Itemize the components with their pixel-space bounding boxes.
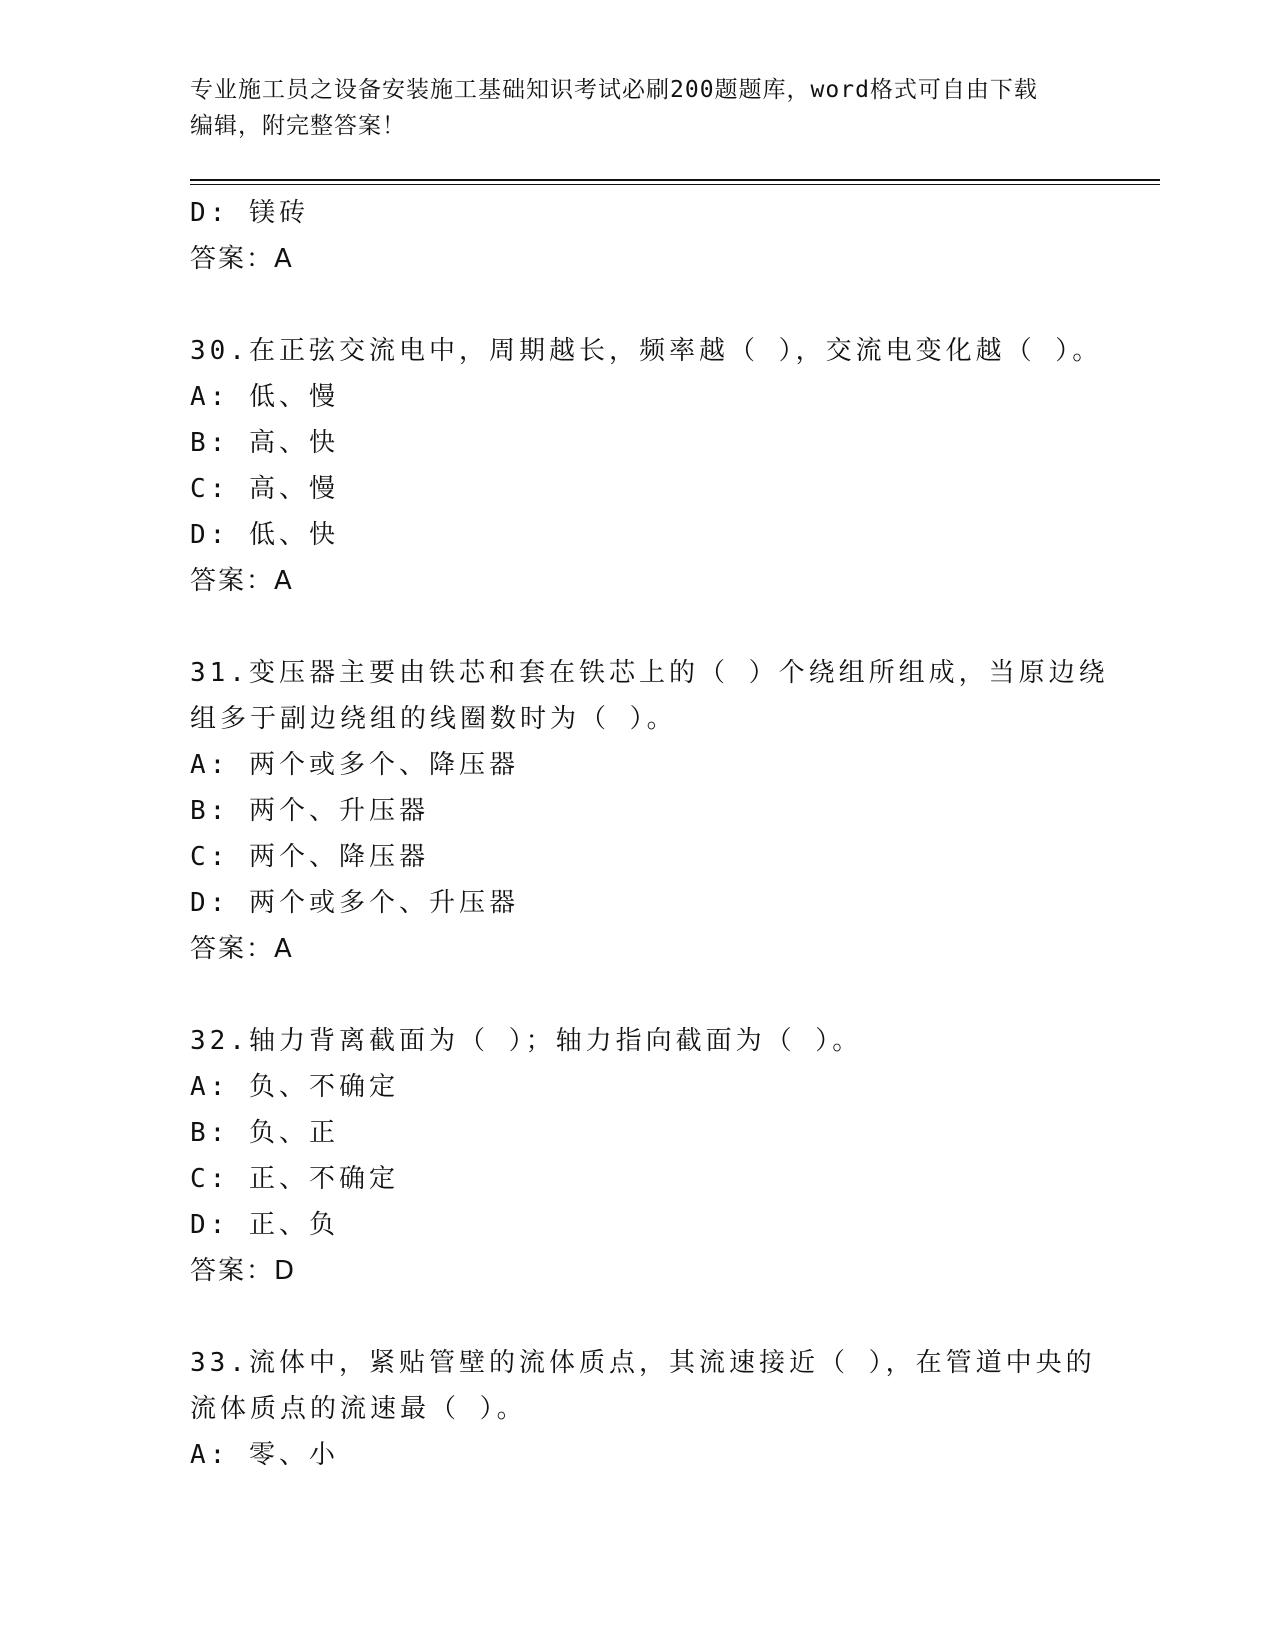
header-title-line-2: 编辑，附完整答案！ <box>190 113 406 139</box>
question-stem: 31.变压器主要由铁芯和套在铁芯上的（ ）个绕组所组成，当原边绕 <box>190 658 1109 688</box>
header-divider-thick <box>190 179 1160 181</box>
spacer <box>190 604 1090 650</box>
question-stem-continued: 组多于副边绕组的线圈数时为（ ）。 <box>190 704 677 734</box>
option-a: A: 两个或多个、降压器 <box>190 750 519 780</box>
spacer <box>190 282 1090 328</box>
spacer <box>190 1294 1090 1340</box>
option-d: D: 两个或多个、升压器 <box>190 888 519 918</box>
option-a: A: 负、不确定 <box>190 1072 399 1102</box>
option-b: B: 两个、升压器 <box>190 796 429 826</box>
option-c: C: 高、慢 <box>190 474 339 504</box>
header-divider-thin <box>190 184 1160 185</box>
answer-line: 答案：A <box>190 934 294 964</box>
question-30 <box>190 328 1103 604</box>
answer-line: 答案：A <box>190 566 294 596</box>
question-stem: 30.在正弦交流电中，周期越长，频率越（ ），交流电变化越（ ）。 <box>190 336 1103 366</box>
option-d: D: 镁砖 <box>190 198 309 228</box>
option-a: A: 零、小 <box>190 1440 339 1470</box>
option-d: D: 正、负 <box>190 1210 339 1240</box>
document-header <box>190 72 1080 144</box>
option-d: D: 低、快 <box>190 520 339 550</box>
question-33 <box>190 1340 1096 1478</box>
question-32 <box>190 1018 1090 1294</box>
question-list <box>190 190 1109 1478</box>
option-a: A: 低、慢 <box>190 382 339 412</box>
spacer <box>190 972 1090 1018</box>
option-b: B: 高、快 <box>190 428 339 458</box>
option-b: B: 负、正 <box>190 1118 339 1148</box>
option-c: C: 正、不确定 <box>190 1164 399 1194</box>
header-title-line-1: 专业施工员之设备安装施工基础知识考试必刷200题题库，word格式可自由下载 <box>190 77 1038 103</box>
option-c: C: 两个、降压器 <box>190 842 429 872</box>
answer-line: 答案：D <box>190 1256 297 1286</box>
question-stem: 32.轴力背离截面为（ ）；轴力指向截面为（ ）。 <box>190 1026 863 1056</box>
question-stem: 33.流体中，紧贴管壁的流体质点，其流速接近（ ），在管道中央的 <box>190 1348 1096 1378</box>
question-stem-continued: 流体质点的流速最（ ）。 <box>190 1394 527 1424</box>
answer-line: 答案：A <box>190 244 294 274</box>
question-31 <box>190 650 1109 972</box>
